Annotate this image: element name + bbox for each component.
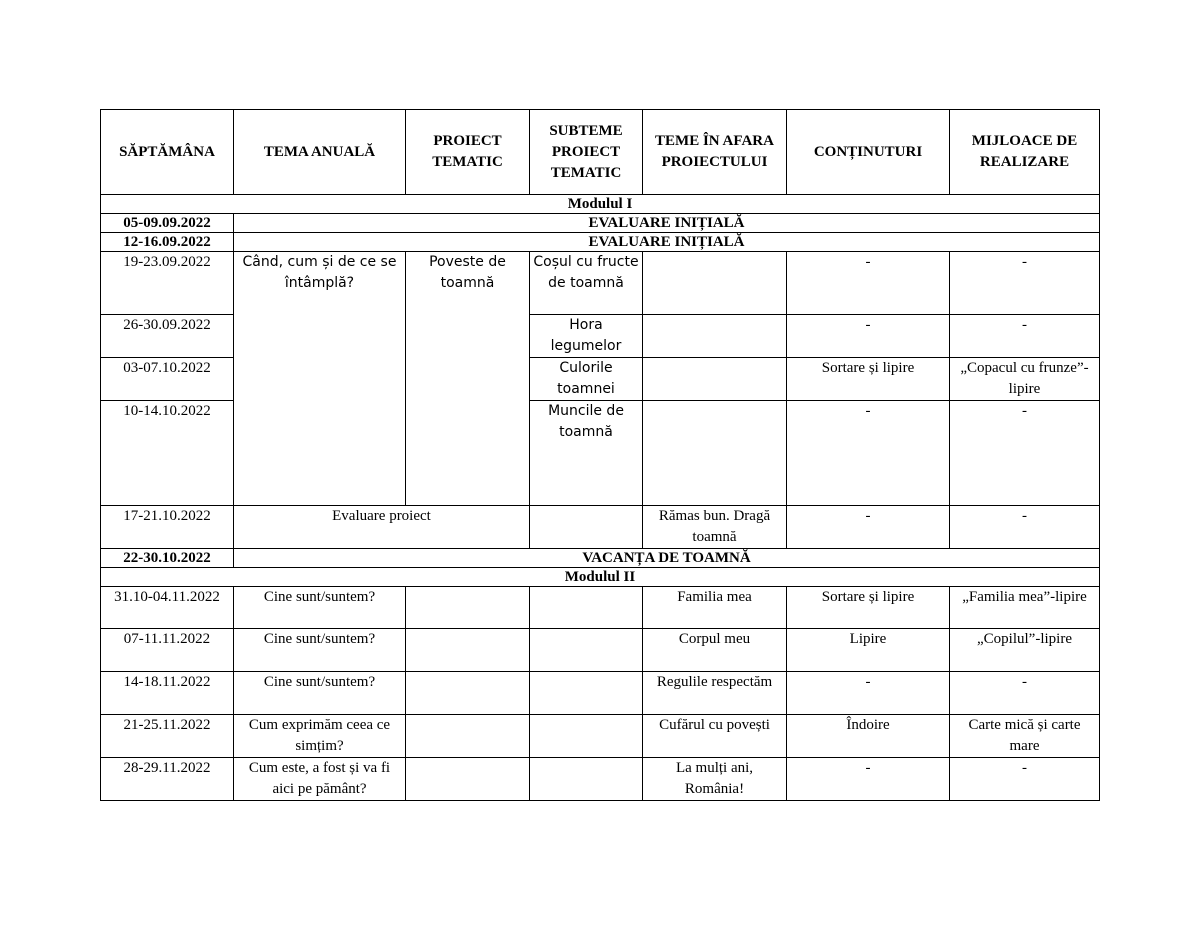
content-cell: Lipire: [787, 629, 950, 672]
header-project: PROIECT TEMATIC: [406, 110, 530, 195]
week-cell: 17-21.10.2022: [101, 506, 234, 549]
annual-theme-cell: Cum exprimăm ceea ce simțim?: [234, 715, 406, 758]
week-cell: 22-30.10.2022: [101, 549, 234, 568]
week-cell: 10-14.10.2022: [101, 401, 234, 506]
module-row: [101, 195, 1100, 214]
content-cell: Sortare și lipire: [787, 358, 950, 401]
vacation-text: VACANȚA DE TOAMNĂ: [234, 549, 1100, 568]
table-row: [101, 629, 1100, 672]
means-cell: -: [950, 401, 1100, 506]
means-cell: Carte mică și carte mare: [950, 715, 1100, 758]
outside-cell: La mulți ani, România!: [643, 758, 787, 801]
evaluation-project-cell: Evaluare proiect: [234, 506, 530, 549]
outside-cell: [643, 401, 787, 506]
planning-table: [100, 109, 1100, 801]
header-contents: CONȚINUTURI: [787, 110, 950, 195]
project-cell: [406, 629, 530, 672]
week-cell: 05-09.09.2022: [101, 214, 234, 233]
module-row: [101, 568, 1100, 587]
outside-cell: Corpul meu: [643, 629, 787, 672]
means-cell: „Copacul cu frunze”-lipire: [950, 358, 1100, 401]
means-cell: -: [950, 672, 1100, 715]
vacation-row: [101, 549, 1100, 568]
header-week: SĂPTĂMÂNA: [101, 110, 234, 195]
annual-theme-cell: Cine sunt/suntem?: [234, 629, 406, 672]
week-cell: 26-30.09.2022: [101, 315, 234, 358]
header-row: [101, 110, 1100, 195]
means-cell: -: [950, 506, 1100, 549]
header-annual-theme: TEMA ANUALĂ: [234, 110, 406, 195]
week-cell: 28-29.11.2022: [101, 758, 234, 801]
means-cell: -: [950, 315, 1100, 358]
content-cell: Sortare și lipire: [787, 587, 950, 629]
means-cell: „Familia mea”-lipire: [950, 587, 1100, 629]
content-cell: -: [787, 252, 950, 315]
subtheme-cell: [530, 715, 643, 758]
subtheme-cell: [530, 672, 643, 715]
subtheme-cell: Culorile toamnei: [530, 358, 643, 401]
outside-cell: [643, 358, 787, 401]
eval-text: EVALUARE INIȚIALĂ: [234, 214, 1100, 233]
outside-cell: Regulile respectăm: [643, 672, 787, 715]
subtheme-cell: Muncile de toamnă: [530, 401, 643, 506]
means-cell: „Copilul”-lipire: [950, 629, 1100, 672]
table-row: [101, 672, 1100, 715]
subtheme-cell: Hora legumelor: [530, 315, 643, 358]
annual-theme-cell: Cine sunt/suntem?: [234, 672, 406, 715]
outside-cell: Familia mea: [643, 587, 787, 629]
annual-theme-cell: Când, cum și de ce se întâmplă?: [234, 252, 406, 506]
annual-theme-cell: Cine sunt/suntem?: [234, 587, 406, 629]
project-cell: [406, 587, 530, 629]
eval-row: [101, 233, 1100, 252]
outside-cell: [643, 252, 787, 315]
table-row: [101, 758, 1100, 801]
content-cell: -: [787, 506, 950, 549]
module-title: Modulul II: [101, 568, 1100, 587]
means-cell: -: [950, 252, 1100, 315]
week-cell: 31.10-04.11.2022: [101, 587, 234, 629]
table-row: [101, 506, 1100, 549]
project-cell: [406, 672, 530, 715]
outside-cell: Rămas bun. Dragă toamnă: [643, 506, 787, 549]
week-cell: 21-25.11.2022: [101, 715, 234, 758]
project-cell: [406, 758, 530, 801]
content-cell: -: [787, 315, 950, 358]
table-row: [101, 587, 1100, 629]
content-cell: -: [787, 672, 950, 715]
project-cell: Poveste de toamnă: [406, 252, 530, 506]
subtheme-cell: [530, 758, 643, 801]
content-cell: -: [787, 401, 950, 506]
table-row: [101, 252, 1100, 315]
means-cell: -: [950, 758, 1100, 801]
week-cell: 07-11.11.2022: [101, 629, 234, 672]
annual-theme-cell: Cum este, a fost și va fi aici pe pământ?: [234, 758, 406, 801]
subtheme-cell: [530, 587, 643, 629]
week-cell: 03-07.10.2022: [101, 358, 234, 401]
header-outside-themes: TEME ÎN AFARA PROIECTULUI: [643, 110, 787, 195]
subtheme-cell: Coșul cu fructe de toamnă: [530, 252, 643, 315]
header-subthemes: SUBTEME PROIECT TEMATIC: [530, 110, 643, 195]
header-means: MIJLOACE DE REALIZARE: [950, 110, 1100, 195]
module-title: Modulul I: [101, 195, 1100, 214]
table-row: [101, 715, 1100, 758]
outside-cell: Cufărul cu povești: [643, 715, 787, 758]
project-cell: [406, 715, 530, 758]
subtheme-cell: [530, 629, 643, 672]
eval-row: [101, 214, 1100, 233]
outside-cell: [643, 315, 787, 358]
content-cell: Îndoire: [787, 715, 950, 758]
eval-text: EVALUARE INIȚIALĂ: [234, 233, 1100, 252]
content-cell: -: [787, 758, 950, 801]
week-cell: 14-18.11.2022: [101, 672, 234, 715]
subtheme-cell: [530, 506, 643, 549]
week-cell: 19-23.09.2022: [101, 252, 234, 315]
week-cell: 12-16.09.2022: [101, 233, 234, 252]
